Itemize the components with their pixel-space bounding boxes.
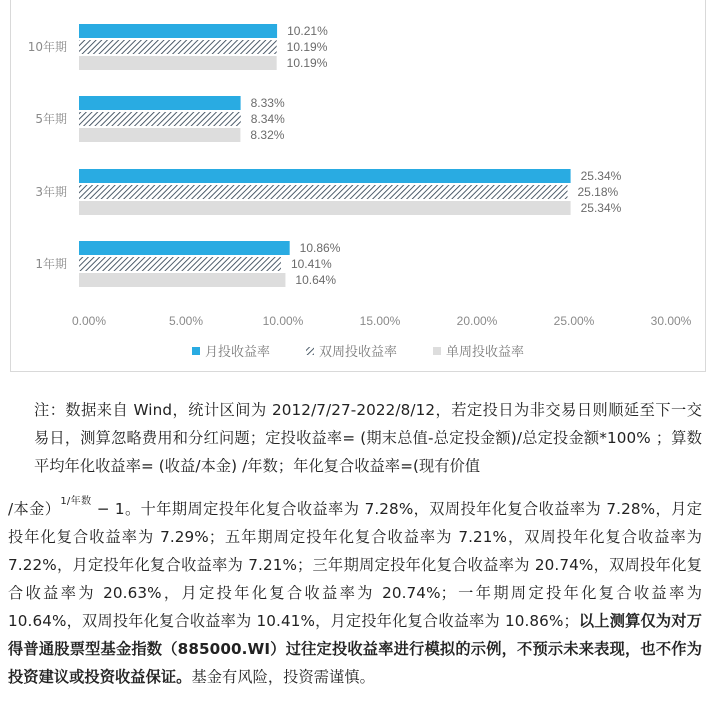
- legend-label-0: 月投收益率: [205, 345, 271, 360]
- data-label-1-2: 8.32%: [250, 128, 285, 142]
- data-label-3-2: 10.64%: [295, 273, 337, 287]
- footnote: [8, 396, 702, 691]
- chart-frame: [10, 0, 706, 372]
- legend-swatch-0: [192, 347, 200, 355]
- data-label-0-2: 10.19%: [286, 56, 328, 70]
- data-label-1-1: 8.34%: [250, 112, 285, 126]
- data-label-1-0: 8.33%: [250, 96, 285, 110]
- x-tick-label-1: 5.00%: [168, 314, 204, 328]
- bar-1-1: [79, 112, 241, 126]
- x-tick-label-2: 10.00%: [262, 314, 304, 328]
- bar-chart: [11, 0, 705, 372]
- bar-1-2: [79, 128, 240, 142]
- x-tick-label-3: 15.00%: [359, 314, 401, 328]
- bar-2-1: [79, 185, 567, 199]
- bar-3-2: [79, 273, 285, 287]
- category-label-1: 5年期: [35, 112, 67, 126]
- legend-label-1: 双周投收益率: [319, 345, 398, 360]
- note-body: 十年期周定投年化复合收益率为 7.28%，双周投年化复合收益率为 7.28%，月定投年化复合收益率为 7.29%；五年期周定投年化复合收益率为 7.21%，双周投年化复合收益率为 7.22%，月定投年化复合收益率为 7.21%；三年期周定投年化复合收益率为 20.74%，双周投年化复合收益率为 20.63%，月定投年化复合收益率为 20.74%；一年期周定投年化复合收益率为 10.64%，双周投年化复合收益率为 10.41%，月定投年化复合收益率为 10.86%；: [8, 500, 703, 630]
- bar-3-0: [79, 241, 290, 255]
- category-label-3: 1年期: [35, 257, 67, 271]
- category-label-2: 3年期: [35, 185, 67, 199]
- data-label-0-1: 10.19%: [286, 40, 328, 54]
- note-disclaimer-bold: 以上测算仅为对万得普通股票型基金指数（885000.WI）过往定投收益率进行模拟的示例，不预示未来表现，也不作为投资建议或投资收益保证。: [8, 612, 702, 686]
- bar-1-0: [79, 96, 241, 110]
- note-tail: 基金有风险，投资需谨慎。: [191, 668, 375, 686]
- bar-3-1: [79, 257, 281, 271]
- formula-minus: − 1。: [91, 500, 141, 518]
- bar-0-0: [79, 24, 277, 38]
- x-tick-label-6: 30.00%: [650, 314, 692, 328]
- data-label-0-0: 10.21%: [287, 24, 328, 38]
- category-label-0: 10年期: [27, 40, 67, 54]
- data-label-3-0: 10.86%: [299, 241, 341, 255]
- x-tick-label-0: 0.00%: [71, 314, 107, 328]
- bar-2-0: [79, 169, 571, 183]
- note-line1: 注：数据来自 Wind，统计区间为 2012/7/27-2022/8/12，若定投日为非交易日则顺延至下一交易日，测算忽略费用和分红问题；定投收益率= (期末总值-总定投金额)/总定投金额*100% ；算数平均年化收益率= (收益/本金) /年数；年化复合收益率=(现有价值: [34, 401, 702, 475]
- formula-exponent: 1/年数: [60, 496, 92, 507]
- legend-swatch-2: [433, 347, 441, 355]
- legend-swatch-1: [306, 347, 314, 355]
- x-tick-label-5: 25.00%: [553, 314, 595, 328]
- bar-2-2: [79, 201, 571, 215]
- data-label-2-1: 25.18%: [577, 185, 619, 199]
- bar-0-2: [79, 56, 277, 70]
- legend-label-2: 单周投收益率: [446, 345, 525, 360]
- bar-0-1: [79, 40, 277, 54]
- x-tick-label-4: 20.00%: [456, 314, 498, 328]
- data-label-3-1: 10.41%: [290, 257, 332, 271]
- data-label-2-2: 25.34%: [580, 201, 622, 215]
- data-label-2-0: 25.34%: [580, 169, 622, 183]
- formula-base: /本金）: [8, 500, 61, 518]
